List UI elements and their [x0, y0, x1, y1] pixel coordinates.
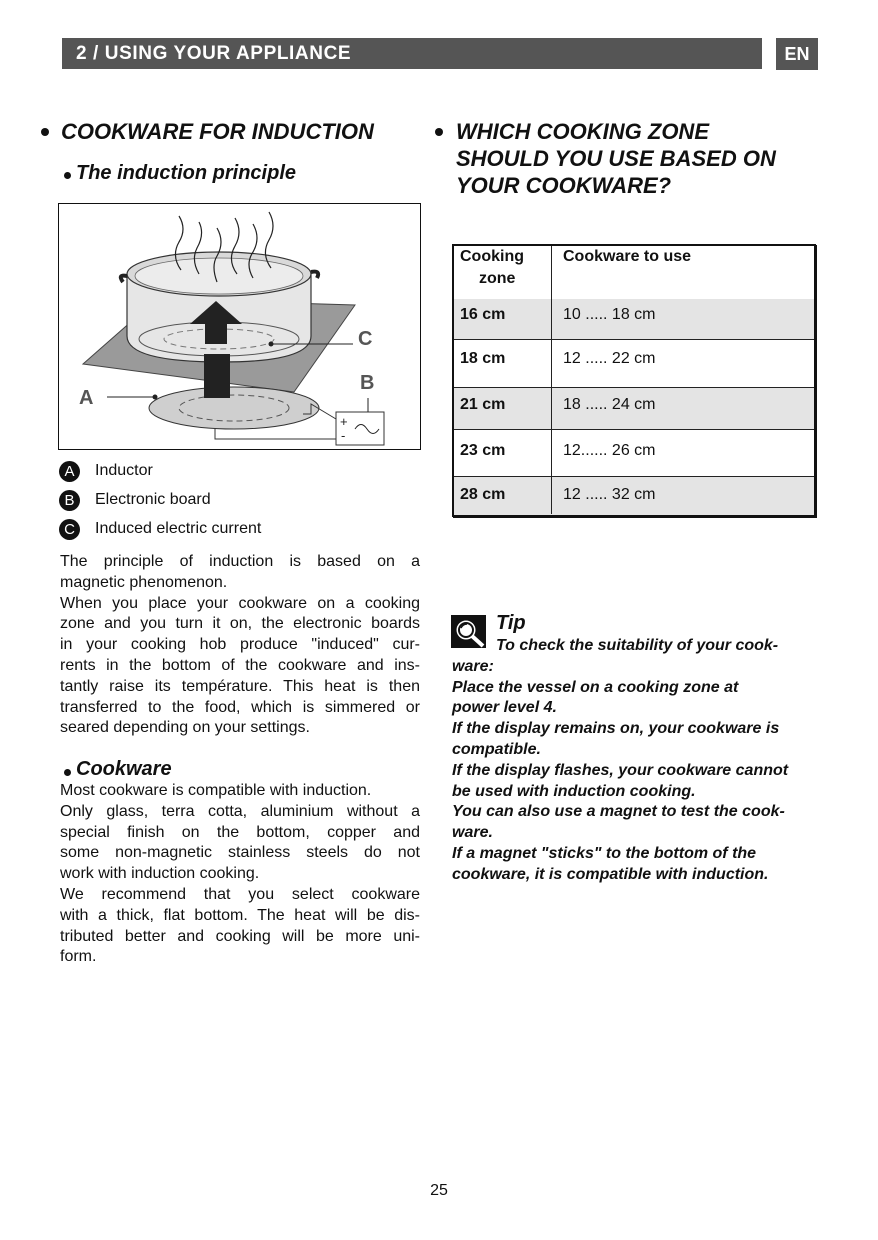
legend-label: Inductor	[95, 462, 153, 479]
section-header-bar	[62, 38, 762, 69]
legend-badge: A	[59, 461, 80, 482]
tip-title: Tip	[496, 612, 526, 634]
legend-label: Induced electric current	[95, 520, 262, 537]
bullet-icon	[41, 128, 49, 136]
cooking-zone-title: WHICH COOKING ZONE SHOULD YOU USE BASED ON YOUR COOKWARE?	[456, 119, 776, 198]
label-a: A	[79, 387, 94, 409]
bullet-icon	[435, 128, 443, 136]
table-row: 28 cm 12 ..... 32 cm	[454, 477, 814, 515]
column-header-cooking-zone: Cooking	[460, 248, 524, 265]
cookware-text: Most cookware is compatible with induction. Only glass, terra cotta, aluminium without a special finish on the bottom, copper and some non-magnetic stainless steels do not work with induction cooking. We recommend that you select cookware with a thick, flat bottom. The heat will be dis- tributed better and cooking will be more uni- form.	[60, 782, 420, 966]
bullet-icon	[64, 172, 71, 179]
cookware-heading: Cookware	[76, 758, 172, 780]
svg-text:+: +	[340, 414, 348, 429]
page-number: 25	[430, 1182, 448, 1199]
cookware-induction-title: COOKWARE FOR INDUCTION	[61, 119, 374, 144]
section-title: 2 / USING YOUR APPLIANCE	[76, 43, 352, 64]
cooking-zone-table	[452, 244, 816, 517]
heat-arrow-lower	[204, 354, 230, 398]
induction-diagram-illustration	[59, 204, 419, 448]
language-badge	[776, 38, 818, 70]
table-row: 18 cm 12 ..... 22 cm	[460, 350, 656, 367]
label-c: C	[358, 328, 373, 350]
bullet-icon	[64, 769, 71, 776]
table-row: 23 cm 12...... 26 cm	[460, 442, 656, 459]
legend-badge: C	[59, 519, 80, 540]
table-row: 16 cm 10 ..... 18 cm	[454, 299, 814, 339]
tip-text: To check the suitability of your cook- ware: Place the vessel on a cooking zone at power level 4. If the display remains on, your cookware is compatible. If the display flashes, your cookware cannot be used with induction cooking. You can also use a magnet to test the cook- ware. If a magnet "sticks" to the bottom of the cookware, it is compatible with induction.	[452, 637, 789, 883]
label-b: B	[360, 372, 375, 394]
table-header: Cooking zone Cookware to use	[454, 246, 814, 300]
induction-principle-text: The principle of induction is based on a magnetic phenomenon. When you place your cookware on a cooking zone and you turn it on, the electronic boards in your cooking hob produce "induced" cur- rents in the bottom of the cookware and ins- tantly raise its température. This heat is then transferred to the food, which is simmered or seared depending on your settings.	[60, 553, 420, 737]
column-header-cookware: Cookware to use	[563, 248, 692, 265]
induction-diagram	[58, 203, 421, 450]
language-label: EN	[784, 44, 810, 64]
legend-badge: B	[59, 490, 80, 511]
induction-principle-heading: The induction principle	[76, 162, 296, 184]
table-row: 21 cm 18 ..... 24 cm	[454, 388, 814, 429]
inductor-coil	[149, 387, 319, 429]
legend-label: Electronic board	[95, 491, 211, 508]
svg-text:-: -	[341, 428, 346, 443]
